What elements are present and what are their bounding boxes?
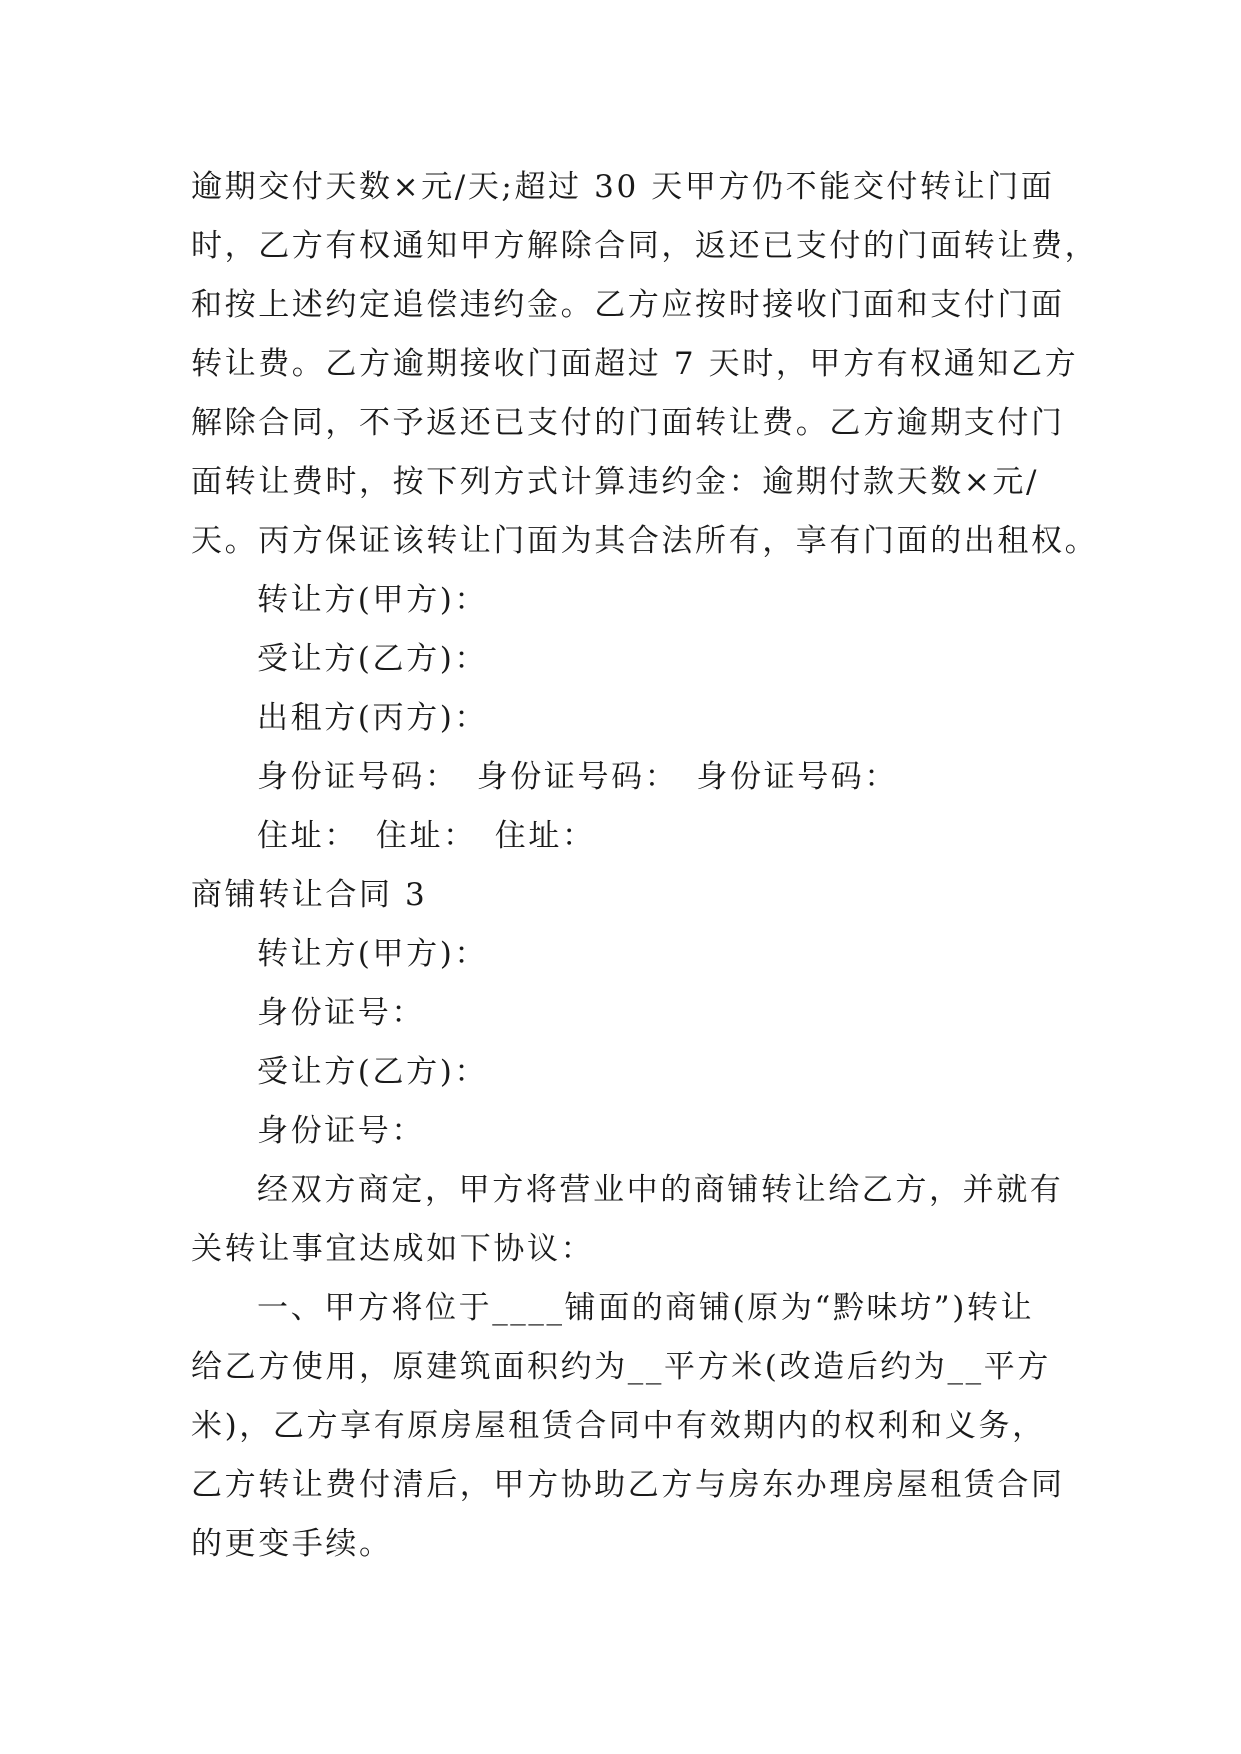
text-line: 的更变手续。	[191, 1526, 393, 1562]
text-line: 乙方转让费付清后，甲方协助乙方与房东办理房屋租赁合同	[191, 1467, 1065, 1503]
text-line: 转让费。乙方逾期接收门面超过 7 天时，甲方有权通知乙方	[191, 346, 1079, 382]
document-body	[191, 158, 1099, 1574]
section-title: 商铺转让合同 3	[191, 877, 428, 913]
paragraph-start: 经双方商定，甲方将营业中的商铺转让给乙方，并就有	[257, 1172, 1064, 1208]
clause-1-start: 一、甲方将位于____铺面的商铺(原为“黔味坊”)转让	[257, 1290, 1035, 1326]
party-a-id-field: 身份证号：	[257, 995, 425, 1031]
text-line: 解除合同，不予返还已支付的门面转让费。乙方逾期支付门	[191, 405, 1065, 441]
text-line: 给乙方使用，原建筑面积约为__平方米(改造后约为__平方	[191, 1349, 1051, 1385]
text-line: 米)，乙方享有原房屋租赁合同中有效期内的权利和义务，	[191, 1408, 1046, 1444]
party-b-id-field: 身份证号：	[257, 1113, 425, 1149]
signature-field-transferee: 受让方(乙方)：	[257, 641, 488, 677]
text-line: 天。丙方保证该转让门面为其合法所有，享有门面的出租权。	[191, 523, 1099, 559]
address-fields: 住址： 住址： 住址：	[257, 818, 596, 854]
text-line: 面转让费时，按下列方式计算违约金：逾期付款天数×元/	[191, 464, 1040, 500]
text-line: 时，乙方有权通知甲方解除合同，返还已支付的门面转让费，	[191, 228, 1099, 264]
signature-field-transferor: 转让方(甲方)：	[257, 582, 488, 618]
text-line: 逾期交付天数×元/天;超过 30 天甲方仍不能交付转让门面	[191, 169, 1055, 205]
party-b-field: 受让方(乙方)：	[257, 1054, 488, 1090]
text-line: 关转让事宜达成如下协议：	[191, 1231, 595, 1267]
id-number-fields: 身份证号码： 身份证号码： 身份证号码：	[257, 759, 898, 795]
signature-field-lessor: 出租方(丙方)：	[257, 700, 488, 736]
text-line: 和按上述约定追偿违约金。乙方应按时接收门面和支付门面	[191, 287, 1065, 323]
party-a-field: 转让方(甲方)：	[257, 936, 488, 972]
